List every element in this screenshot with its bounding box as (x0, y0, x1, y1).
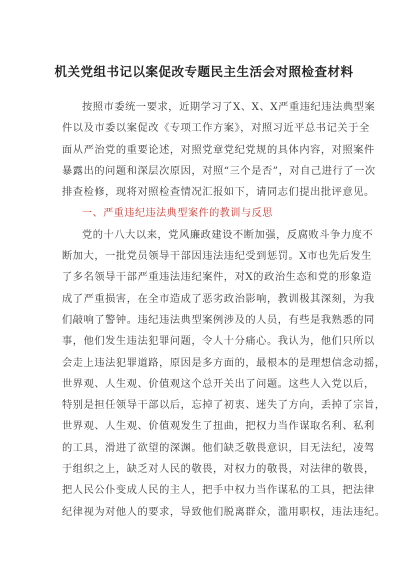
paragraph-line: 了多名领导干部严重违法违纪案件，对X的政治生态和党的形象造 (62, 272, 372, 284)
paragraph-line: 会走上违法犯罪道路，原因是多方面的，最根本的是理想信念动摇， (62, 357, 386, 369)
paragraph-line: 世界观、人生观、价值观这个总开关出了问题。这些人入党以后， (62, 378, 375, 390)
paragraph-line: 世界观、人生观、价值观发生了扭曲，把权力当作谋取名利、私利 (62, 421, 375, 433)
paragraph-line: 的工具，滑进了欲望的深渊。他们缺乏敬畏意识，目无法纪，凌驾 (62, 442, 375, 454)
document-title: 机关党组书记以案促改专题民主生活会对照检查材料 (54, 64, 354, 79)
paragraph-line: 把人民公仆变成人民的主人，把手中权力当作谋私的工具，把法律 (62, 485, 375, 497)
document-body (62, 97, 386, 523)
paragraph-line: 于组织之上，缺乏对人民的敬畏，对权力的敬畏，对法律的敬畏， (62, 464, 375, 476)
paragraph-line: 面从严治党的重要论述，对照党章党纪党规的具体内容，对照案件 (62, 144, 375, 156)
paragraph-line: 事，他们发生违法犯罪问题，令人十分痛心。我认为，他们只所以 (62, 336, 375, 348)
paragraph-line: 排查检修，现将对照检查情况汇报如下，请同志们提出批评意见。 (62, 187, 375, 199)
paragraph-line: 断加大，一批党员领导干部因违法违纪受到惩罚。X市也先后发生 (62, 251, 372, 263)
paragraph-line: 暴露出的问题和深层次原因，对照“三个是否”，对自己进行了一次 (62, 165, 376, 177)
paragraph-line: 纪律视为对他人的要求，导致他们脱离群众，滥用职权，违法违纪。 (62, 506, 386, 518)
paragraph-line: 成了严重损害，在全市造成了恶劣政治影响，教训极其深刻，为我 (62, 293, 375, 305)
paragraph-line: 件以及市委以案促改《专项工作方案》，对照习近平总书记关于全 (62, 123, 370, 135)
section-heading: 一、严重违纪违法典型案件的教训与反思 (82, 208, 273, 220)
paragraph-line: 按照市委统一要求，近期学习了X、X、X严重违纪违法典型案 (82, 102, 376, 113)
paragraph-line: 特别是担任领导干部以后，忘掉了初衷、迷失了方向，丢掉了宗旨， (62, 400, 386, 412)
paragraph-line: 们敲响了警钟。违纪违法典型案例涉及的人员，有些是我熟悉的同 (62, 314, 375, 326)
paragraph-line: 党的十八大以来，党风廉政建设不断加强，反腐败斗争力度不 (82, 229, 374, 241)
